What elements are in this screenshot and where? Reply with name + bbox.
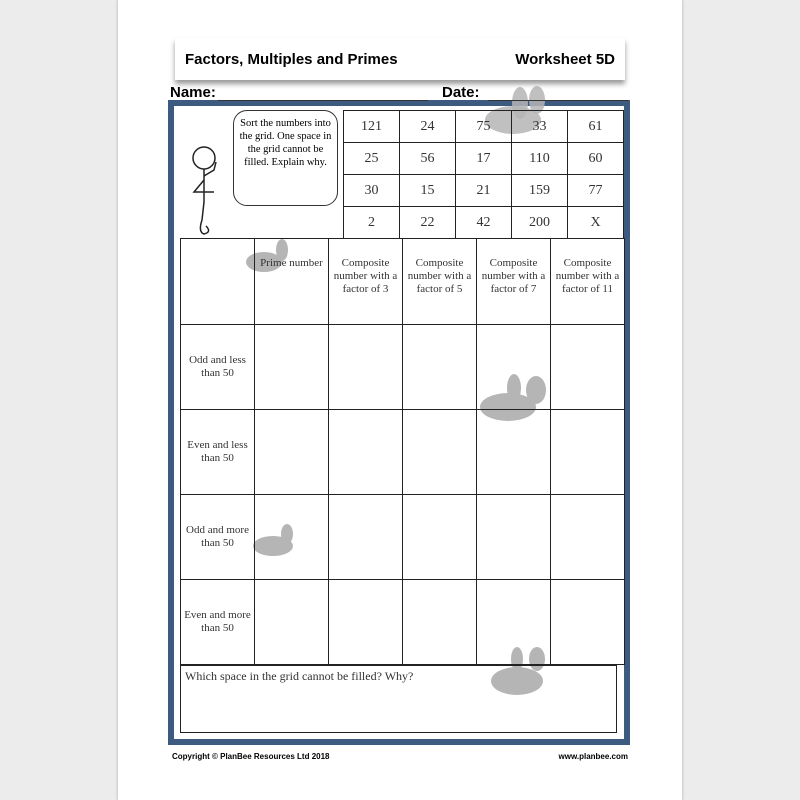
grid-cell[interactable] [403,325,477,410]
speech-bubble: Sort the numbers into the grid. One space in the grid cannot be filled. Explain why. [233,110,338,206]
grid-cell[interactable] [403,580,477,665]
grid-cell[interactable] [255,580,329,665]
row-header: Odd and less than 50 [181,325,255,410]
number-cell: 25 [344,143,400,175]
number-grid [343,110,624,239]
grid-cell[interactable] [329,495,403,580]
row-header: Odd and more than 50 [181,495,255,580]
column-header [181,239,255,325]
number-grid-row [344,111,624,143]
number-cell: X [568,207,624,239]
website-text: www.planbee.com [558,752,628,761]
sorting-grid [180,238,625,665]
grid-cell[interactable] [551,325,625,410]
number-cell: 22 [400,207,456,239]
name-label: Name: [170,84,216,101]
number-cell: 121 [344,111,400,143]
number-cell: 77 [568,175,624,207]
number-grid-row [344,143,624,175]
number-cell: 75 [456,111,512,143]
copyright-text: Copyright © PlanBee Resources Ltd 2018 [172,752,330,761]
number-cell: 200 [512,207,568,239]
column-header: Composite number with a factor of 5 [403,239,477,325]
worksheet-header [175,38,625,80]
question-text: Which space in the grid cannot be filled? Why? [185,669,414,683]
date-label: Date: [442,84,480,101]
answer-box[interactable] [180,665,617,733]
grid-cell[interactable] [255,495,329,580]
number-cell: 15 [400,175,456,207]
number-cell: 2 [344,207,400,239]
column-header: Composite number with a factor of 3 [329,239,403,325]
name-date-row [170,84,630,104]
grid-cell[interactable] [403,495,477,580]
grid-cell[interactable] [551,410,625,495]
grid-cell[interactable] [477,410,551,495]
grid-row [181,410,625,495]
column-header: Composite number with a factor of 7 [477,239,551,325]
grid-cell[interactable] [477,325,551,410]
number-cell: 60 [568,143,624,175]
grid-cell[interactable] [329,410,403,495]
grid-row [181,580,625,665]
grid-cell[interactable] [477,495,551,580]
number-cell: 30 [344,175,400,207]
worksheet-title: Factors, Multiples and Primes [185,50,398,68]
number-cell: 159 [512,175,568,207]
number-cell: 56 [400,143,456,175]
grid-cell[interactable] [551,495,625,580]
number-grid-row [344,207,624,239]
number-cell: 110 [512,143,568,175]
number-cell: 17 [456,143,512,175]
number-cell: 21 [456,175,512,207]
grid-cell[interactable] [477,580,551,665]
grid-cell[interactable] [551,580,625,665]
row-header: Even and more than 50 [181,580,255,665]
grid-header-row [181,239,625,325]
stick-figure-icon [188,140,228,240]
column-header: Prime number [255,239,329,325]
number-cell: 24 [400,111,456,143]
row-header: Even and less than 50 [181,410,255,495]
number-cell: 33 [512,111,568,143]
column-header: Composite number with a factor of 11 [551,239,625,325]
grid-cell[interactable] [255,325,329,410]
grid-row [181,495,625,580]
grid-cell[interactable] [403,410,477,495]
number-cell: 61 [568,111,624,143]
number-cell: 42 [456,207,512,239]
name-field[interactable] [218,100,428,101]
grid-row [181,325,625,410]
grid-cell[interactable] [255,410,329,495]
number-grid-row [344,175,624,207]
date-field[interactable] [488,100,628,101]
grid-cell[interactable] [329,580,403,665]
grid-cell[interactable] [329,325,403,410]
worksheet-number: Worksheet 5D [515,50,615,68]
